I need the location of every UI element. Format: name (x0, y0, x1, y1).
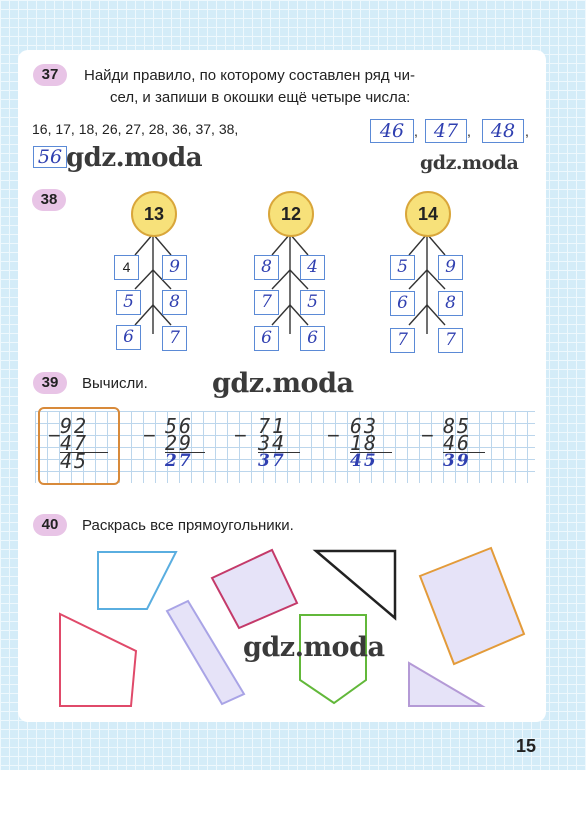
quadrilateral-shape (60, 614, 136, 706)
subtrahend: 46 (443, 431, 472, 455)
tree-3-box[interactable]: 8 (438, 291, 463, 316)
tree-1-box[interactable]: 8 (162, 290, 187, 315)
tree-2-box[interactable]: 4 (300, 255, 325, 280)
difference: 27 (165, 451, 193, 471)
subtrahend: 47 (60, 431, 89, 455)
watermark: gdz.moda (420, 152, 519, 174)
task-40-number: 40 (33, 514, 67, 536)
minus-sign: − (143, 423, 156, 448)
number-sequence: 16, 17, 18, 26, 27, 28, 36, 37, 38, (32, 121, 239, 137)
tree-1-box[interactable]: 5 (116, 290, 141, 315)
answer-box-4[interactable]: 56 (33, 146, 67, 168)
trapezoid-shape (98, 552, 176, 609)
tree-2-box[interactable]: 6 (300, 326, 325, 351)
rectangle-shape (212, 550, 297, 628)
minus-sign: − (48, 423, 61, 448)
triangle-shape (409, 663, 482, 706)
subtrahend: 29 (165, 431, 194, 455)
tree-2-box[interactable]: 7 (254, 290, 279, 315)
task-37-line-1: Найди правило, по которому составлен ряд чи- (84, 67, 415, 84)
minuend: 63 (350, 414, 379, 438)
tree-2-box[interactable]: 8 (254, 255, 279, 280)
task-40-instruction: Раскрась все прямоугольники. (82, 517, 294, 534)
answer-box-3[interactable]: 48 (482, 119, 524, 143)
minus-sign: − (327, 423, 340, 448)
difference: 39 (443, 451, 471, 471)
tree-3-box[interactable]: 6 (390, 291, 415, 316)
minuend: 85 (443, 414, 472, 438)
tree-2-box[interactable]: 6 (254, 326, 279, 351)
subtrahend: 18 (350, 431, 379, 455)
minus-sign: − (421, 423, 434, 448)
watermark: gdz.moda (66, 143, 203, 173)
task-39-number: 39 (33, 372, 67, 394)
watermark: gdz.moda (243, 632, 385, 663)
tree-3-box[interactable]: 5 (390, 255, 415, 280)
tree-1-box[interactable]: 7 (162, 326, 187, 351)
tree-1-top-number: 13 (131, 191, 177, 237)
tree-3-box[interactable]: 7 (390, 328, 415, 353)
difference: 37 (258, 451, 286, 471)
tree-3-box[interactable]: 7 (438, 328, 463, 353)
answer-box-2[interactable]: 47 (425, 119, 467, 143)
tree-1-box[interactable]: 9 (162, 255, 187, 280)
tree-3-box[interactable]: 9 (438, 255, 463, 280)
minuend: 92 (60, 414, 89, 438)
task-39-instruction: Вычисли. (82, 375, 148, 392)
tree-2-box[interactable]: 5 (300, 290, 325, 315)
subtrahend: 34 (258, 431, 287, 455)
tree-2-top-number: 12 (268, 191, 314, 237)
minuend: 71 (258, 414, 287, 438)
task-38-number: 38 (32, 189, 66, 211)
page-number: 15 (516, 736, 537, 756)
minus-sign: − (234, 423, 247, 448)
tree-1-box: 4 (114, 255, 139, 280)
comma-1: , (414, 123, 418, 139)
difference: 45 (60, 449, 89, 473)
tree-3-top-number: 14 (405, 191, 451, 237)
minuend: 56 (165, 414, 194, 438)
triangle-shape (316, 551, 395, 618)
task-37-number: 37 (33, 64, 67, 86)
tree-1-box[interactable]: 6 (116, 325, 141, 350)
watermark: gdz.moda (212, 368, 354, 399)
answer-box-1[interactable]: 46 (370, 119, 414, 143)
comma-2: , (467, 123, 471, 139)
task-37-line-2: сел, и запиши в окошки ещё четыре числа: (110, 89, 411, 106)
difference: 45 (350, 451, 378, 471)
rectangle-shape (420, 548, 524, 664)
comma-3: , (525, 123, 529, 139)
